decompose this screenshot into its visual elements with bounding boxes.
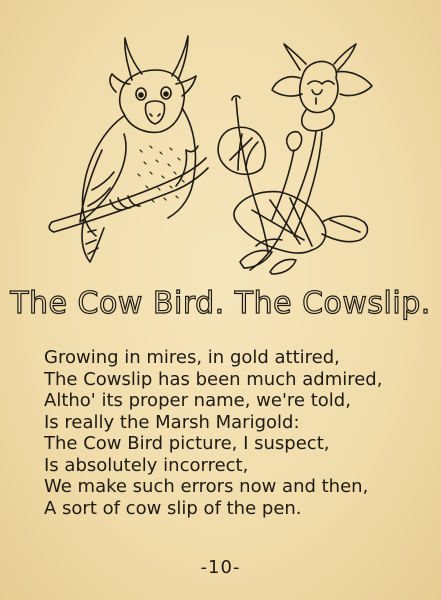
poem-line: The Cowslip has been much admired, bbox=[44, 368, 383, 390]
poem-line: The Cow Bird picture, I suspect, bbox=[44, 433, 330, 454]
poem bbox=[44, 347, 424, 519]
cowslip-drawing bbox=[218, 44, 372, 274]
illustration bbox=[0, 0, 441, 290]
poem-line: A sort of cow slip of the pen. bbox=[44, 497, 302, 519]
poem-line: Growing in mires, in gold attired, bbox=[44, 347, 340, 368]
page-number: -10- bbox=[200, 557, 241, 578]
poem-line: Is really the Marsh Marigold: bbox=[44, 411, 300, 433]
poem-line: Is absolutely incorrect, bbox=[44, 454, 249, 476]
poem-line: We make such errors now and then, bbox=[44, 476, 369, 497]
poem-line: Altho' its proper name, we're told, bbox=[44, 390, 351, 411]
cow-bird-drawing bbox=[49, 36, 208, 262]
page-title: The Cow Bird. The Cowslip. bbox=[10, 286, 431, 321]
